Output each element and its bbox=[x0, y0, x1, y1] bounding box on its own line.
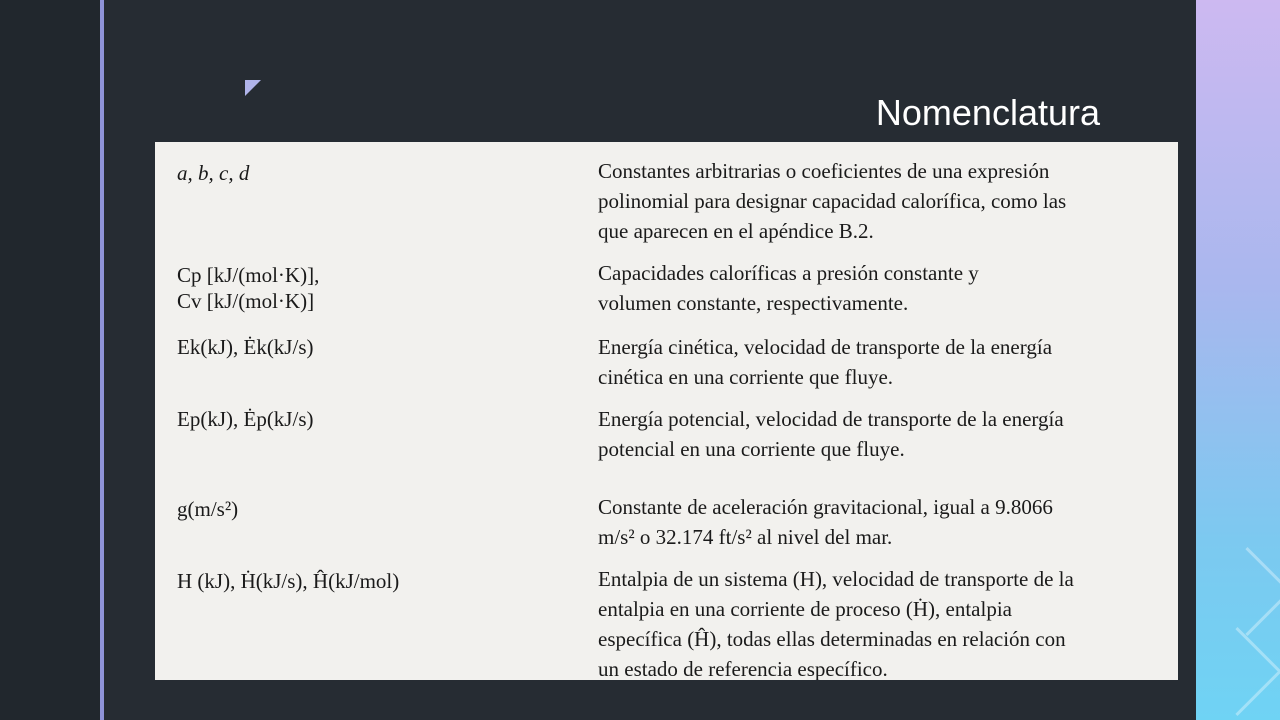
symbol-cell bbox=[177, 334, 313, 360]
symbol-line: a, b, c, d bbox=[177, 161, 250, 185]
symbol-cell bbox=[177, 406, 313, 432]
page-title: Nomenclatura bbox=[875, 92, 1100, 133]
symbol-line: g(m/s²) bbox=[177, 497, 239, 521]
symbol-line: H (kJ), Ḣ(kJ/s), Ĥ(kJ/mol) bbox=[177, 569, 400, 593]
corner-triangle-icon bbox=[245, 80, 261, 96]
definition-line: Capacidades caloríficas a presión constante y bbox=[598, 261, 979, 285]
definition-line: polinomial para designar capacidad calorífica, como las bbox=[598, 189, 1067, 213]
definition-line: entalpia en una corriente de proceso (Ḣ), entalpia bbox=[598, 597, 1012, 621]
definition-cell bbox=[598, 404, 1178, 464]
right-decor-panel bbox=[1196, 0, 1280, 720]
definition-line: potencial en una corriente que fluye. bbox=[598, 437, 905, 461]
definition-line: Energía cinética, velocidad de transporte de la energía bbox=[598, 335, 1053, 359]
symbol-cell bbox=[177, 160, 249, 186]
left-strip bbox=[0, 0, 100, 720]
chevron-decor-icon bbox=[1196, 627, 1280, 716]
symbol-line: Ek(kJ), Ėk(kJ/s) bbox=[177, 335, 314, 359]
symbol-cell bbox=[177, 496, 238, 522]
definition-line: m/s² o 32.174 ft/s² al nivel del mar. bbox=[598, 525, 893, 549]
chevron-decor-icon bbox=[1203, 547, 1280, 636]
definition-cell bbox=[598, 564, 1178, 680]
definition-line: un estado de referencia específico. bbox=[598, 657, 888, 680]
definition-line: volumen constante, respectivamente. bbox=[598, 291, 909, 315]
definition-line: que aparecen en el apéndice B.2. bbox=[598, 219, 874, 243]
definition-cell bbox=[598, 156, 1178, 246]
definition-line: específica (Ĥ), todas ellas determinadas en relación con bbox=[598, 627, 1066, 651]
definition-line: Entalpia de un sistema (H), velocidad de transporte de la bbox=[598, 567, 1074, 591]
definition-cell bbox=[598, 492, 1178, 552]
definition-line: Energía potencial, velocidad de transporte de la energía bbox=[598, 407, 1064, 431]
symbol-line: Cv [kJ/(mol·K)] bbox=[177, 289, 315, 313]
symbol-line: Cp [kJ/(mol·K)], bbox=[177, 263, 320, 287]
symbol-line: Ep(kJ), Ėp(kJ/s) bbox=[177, 407, 314, 431]
left-accent-line bbox=[100, 0, 104, 720]
definition-line: cinética en una corriente que fluye. bbox=[598, 365, 894, 389]
symbol-cell bbox=[177, 568, 399, 594]
definition-line: Constantes arbitrarias o coeficientes de una expresión bbox=[598, 159, 1050, 183]
definition-cell bbox=[598, 258, 1178, 318]
definition-cell bbox=[598, 332, 1178, 392]
nomenclature-table bbox=[155, 142, 1178, 680]
definition-line: Constante de aceleración gravitacional, igual a 9.8066 bbox=[598, 495, 1053, 519]
symbol-cell bbox=[177, 262, 319, 314]
